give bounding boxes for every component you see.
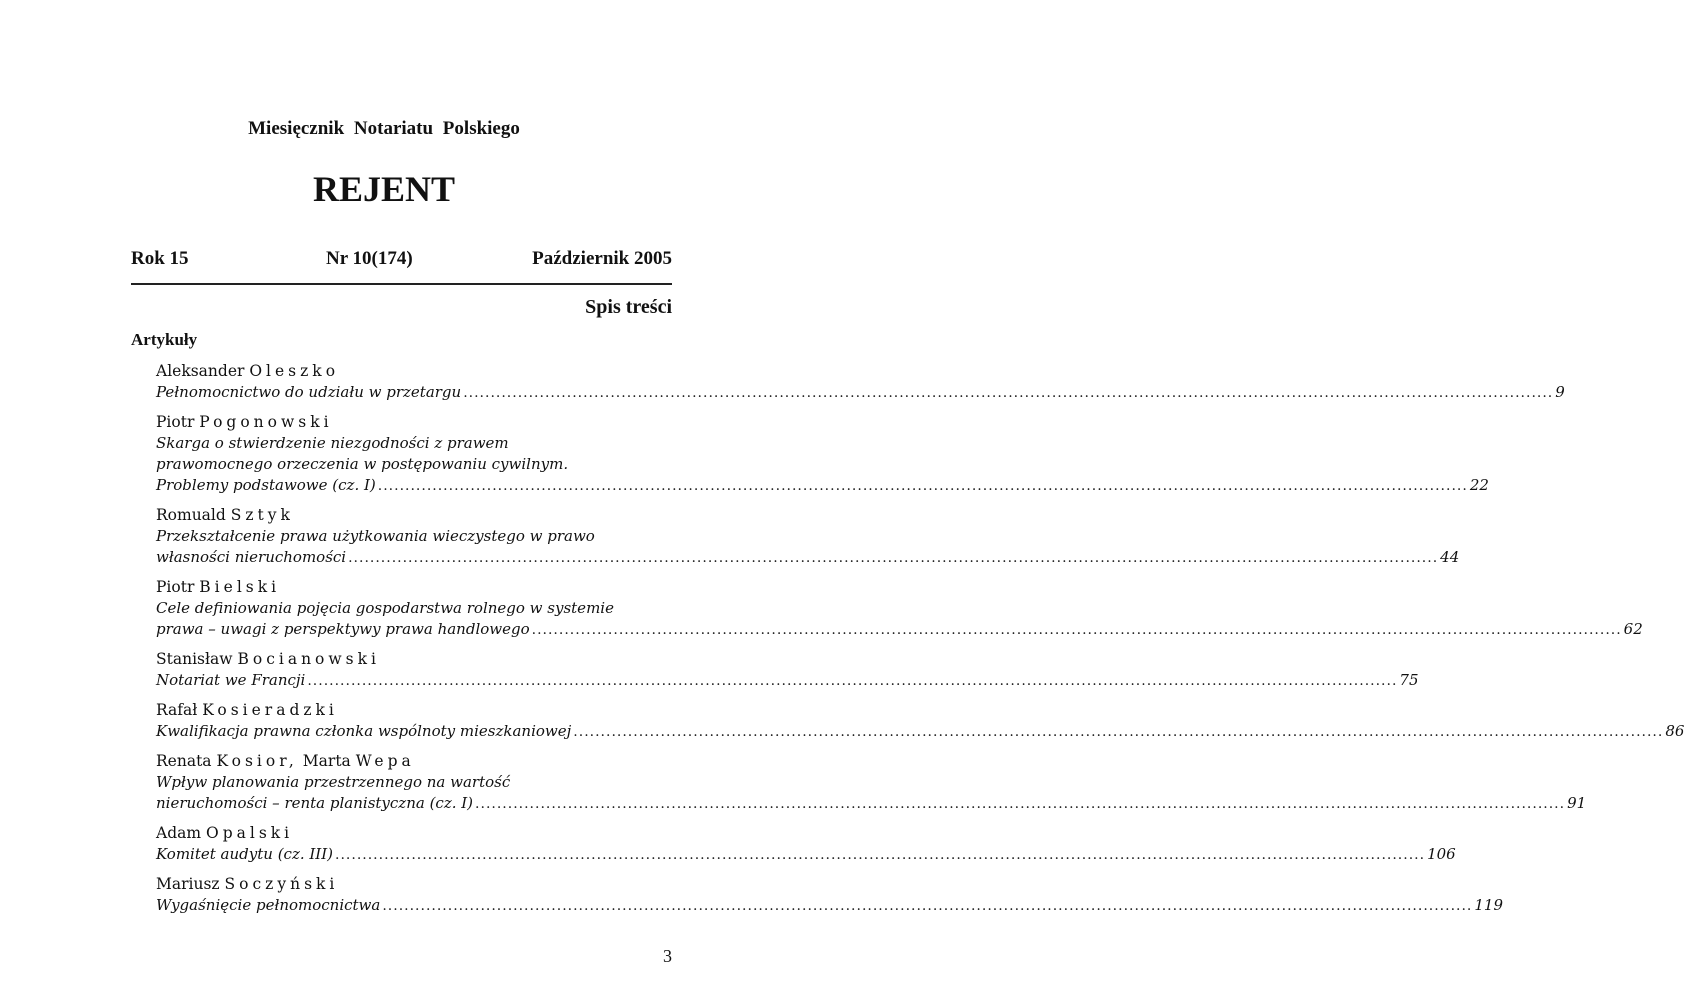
toc-author bbox=[156, 699, 672, 721]
article-page-number: 44 bbox=[1440, 548, 1460, 566]
toc-author bbox=[156, 360, 672, 382]
author-surname: Kosior, bbox=[216, 752, 298, 770]
article-title: Komitet audytu (cz. III) bbox=[156, 845, 334, 863]
toc-title-line: Cele definiowania pojęcia gospodarstwa rolnego w systemie bbox=[156, 599, 614, 617]
article-title: prawa – uwagi z perspektywy prawa handlowego bbox=[156, 620, 530, 638]
toc-author bbox=[156, 648, 672, 670]
toc-title-line bbox=[156, 721, 1684, 743]
toc-title-line: Przekształcenie prawa użytkowania wieczystego w prawo bbox=[156, 527, 595, 545]
year-label: Rok 15 bbox=[131, 248, 189, 269]
author-given-name: Rafał bbox=[156, 701, 198, 719]
dot-leader: ........................................................................................................................................................................................................ bbox=[573, 724, 1664, 740]
dot-leader: ........................................................................................................................................................................................................ bbox=[475, 796, 1566, 812]
dot-leader: ........................................................................................................................................................................................................ bbox=[377, 478, 1468, 494]
dot-leader: ........................................................................................................................................................................................................ bbox=[348, 550, 1439, 566]
article-title: Notariat we Francji bbox=[156, 671, 306, 689]
toc-entry bbox=[156, 648, 1419, 692]
toc-author bbox=[156, 504, 672, 526]
issue-number: Nr 10(174) bbox=[326, 248, 413, 269]
toc-entry bbox=[156, 576, 1643, 641]
toc-entry bbox=[156, 822, 1456, 866]
toc-title-line bbox=[156, 844, 1456, 866]
table-of-contents bbox=[156, 360, 1684, 924]
author-surname: Kosieradzki bbox=[202, 701, 338, 719]
article-page-number: 22 bbox=[1469, 476, 1489, 494]
toc-entry bbox=[156, 873, 1504, 917]
article-title: własności nieruchomości bbox=[156, 548, 347, 566]
article-title: Problemy podstawowe (cz. I) bbox=[156, 476, 376, 494]
author-surname: Wepa bbox=[355, 752, 415, 770]
author-given-name: Piotr bbox=[156, 413, 195, 431]
dot-leader: ........................................................................................................................................................................................................ bbox=[307, 673, 1398, 689]
article-title: Wygaśnięcie pełnomocnictwa bbox=[156, 896, 381, 914]
toc-title-line bbox=[156, 619, 1643, 641]
author-surname: Sztyk bbox=[230, 506, 294, 524]
author-surname: Pogonowski bbox=[199, 413, 333, 431]
contents-heading: Spis treści bbox=[585, 296, 672, 318]
toc-author bbox=[156, 750, 672, 772]
toc-author bbox=[156, 873, 672, 895]
toc-entry bbox=[156, 411, 1489, 497]
toc-title-line: prawomocnego orzeczenia w postępowaniu cywilnym. bbox=[156, 455, 569, 473]
article-page-number: 62 bbox=[1623, 620, 1643, 638]
article-title: Kwalifikacja prawna członka wspólnoty mieszkaniowej bbox=[156, 722, 572, 740]
article-page-number: 106 bbox=[1427, 845, 1456, 863]
toc-title-line bbox=[156, 475, 1489, 497]
dot-leader: ........................................................................................................................................................................................................ bbox=[382, 898, 1473, 914]
article-page-number: 86 bbox=[1665, 722, 1684, 740]
article-page-number: 75 bbox=[1399, 671, 1419, 689]
article-page-number: 119 bbox=[1474, 896, 1504, 914]
author-surname: Soczyński bbox=[224, 875, 339, 893]
toc-entry bbox=[156, 360, 1565, 404]
toc-title-line bbox=[156, 547, 1460, 569]
author-given-name: Aleksander bbox=[156, 362, 245, 380]
author-surname: Bielski bbox=[199, 578, 281, 596]
issue-info bbox=[131, 248, 672, 276]
toc-author bbox=[156, 576, 672, 598]
author-surname: Opalski bbox=[206, 824, 294, 842]
toc-title-line bbox=[156, 382, 1565, 404]
toc-title-line: Wpływ planowania przestrzennego na wartość bbox=[156, 773, 511, 791]
toc-entry bbox=[156, 504, 1460, 569]
author-given-name: Mariusz bbox=[156, 875, 220, 893]
article-title: Pełnomocnictwo do udziału w przetargu bbox=[156, 383, 462, 401]
author-surname: Bocianowski bbox=[237, 650, 380, 668]
header-divider bbox=[131, 283, 672, 285]
toc-entry bbox=[156, 750, 1587, 815]
author-given-name: Stanisław bbox=[156, 650, 233, 668]
toc-author bbox=[156, 822, 672, 844]
dot-leader: ........................................................................................................................................................................................................ bbox=[335, 847, 1426, 863]
page-number: 3 bbox=[663, 946, 672, 966]
toc-entry bbox=[156, 699, 1684, 743]
article-page-number: 91 bbox=[1567, 794, 1587, 812]
author-surname: Oleszko bbox=[249, 362, 340, 380]
toc-title-line bbox=[156, 895, 1504, 917]
issue-date: Październik 2005 bbox=[532, 248, 672, 269]
author-given-name: Renata bbox=[156, 752, 212, 770]
dot-leader: ........................................................................................................................................................................................................ bbox=[531, 622, 1622, 638]
article-title: nieruchomości – renta planistyczna (cz. I) bbox=[156, 794, 474, 812]
toc-author bbox=[156, 411, 672, 433]
section-heading: Artykuły bbox=[131, 330, 198, 349]
toc-title-line bbox=[156, 670, 1419, 692]
author-given-name: Adam bbox=[156, 824, 202, 842]
dot-leader: ........................................................................................................................................................................................................ bbox=[463, 385, 1554, 401]
toc-title-line bbox=[156, 793, 1587, 815]
author-given-name: Marta bbox=[302, 752, 351, 770]
periodical-subtitle: Miesięcznik Notariatu Polskiego bbox=[248, 118, 520, 139]
article-page-number: 9 bbox=[1555, 383, 1565, 401]
author-given-name: Romuald bbox=[156, 506, 226, 524]
toc-title-line: Skarga o stwierdzenie niezgodności z prawem bbox=[156, 434, 509, 452]
author-given-name: Piotr bbox=[156, 578, 195, 596]
journal-title: REJENT bbox=[312, 169, 456, 209]
